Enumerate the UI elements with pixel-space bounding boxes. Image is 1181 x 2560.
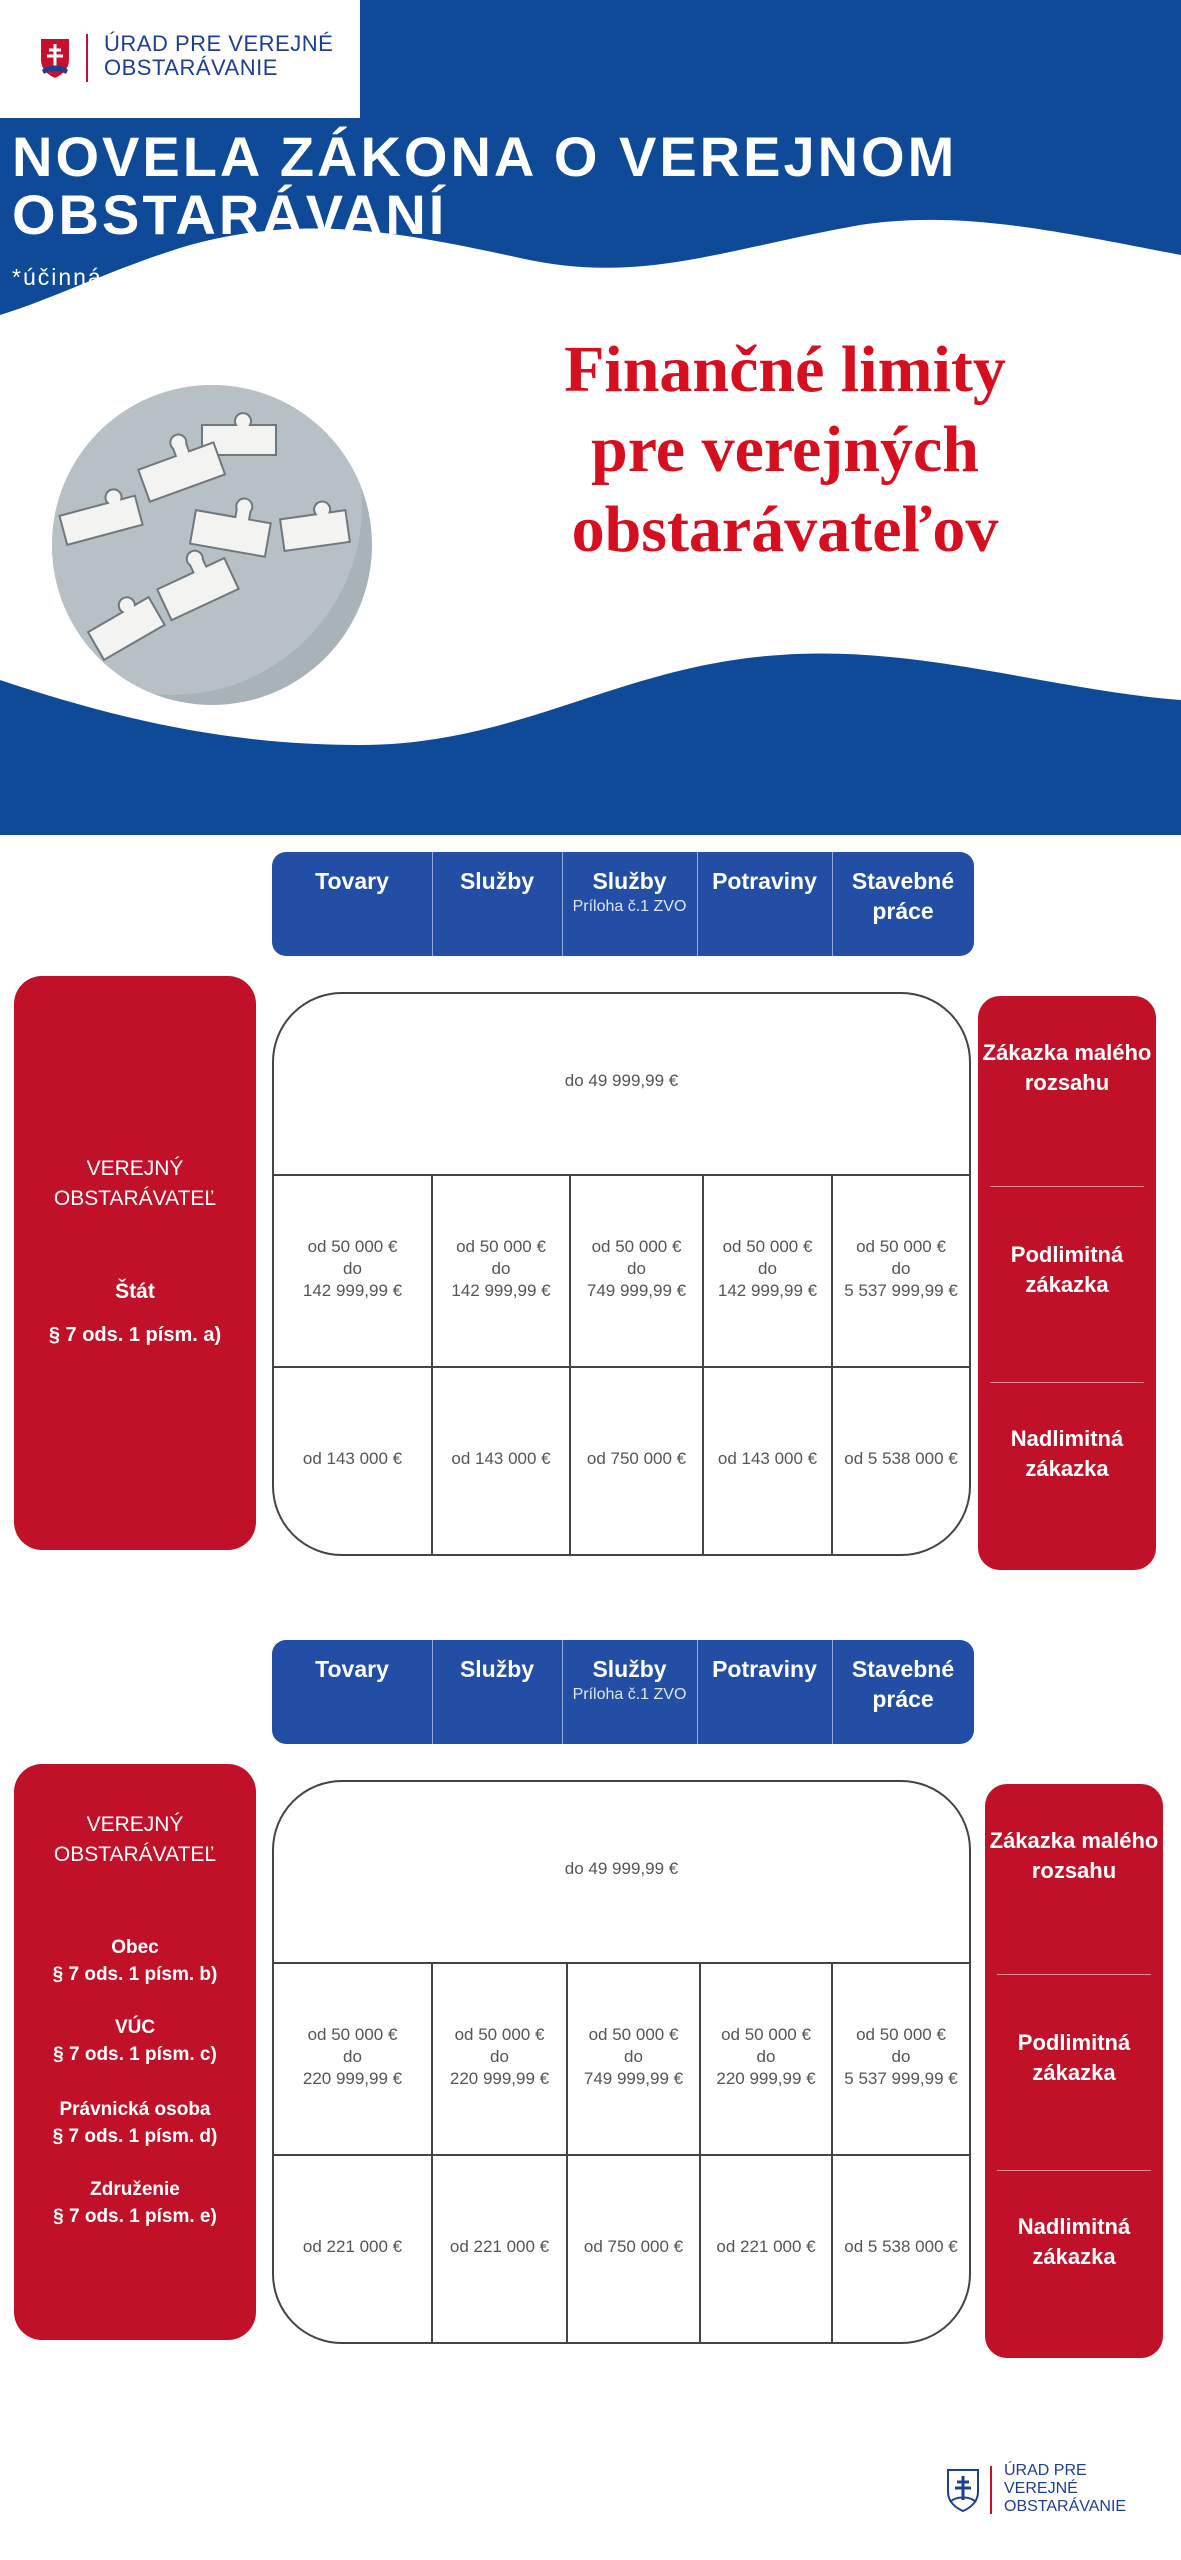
above-limit-cell: od 750 000 € bbox=[586, 1449, 687, 1468]
grid-col-divider bbox=[699, 1962, 701, 2342]
procurer-title: VEREJNÝ OBSTARÁVATEĽ bbox=[53, 1157, 217, 1210]
above-limit-cell: od 5 538 000 € bbox=[844, 1449, 958, 1468]
entity-obec bbox=[14, 1934, 256, 1988]
entity-name-stat: Štát bbox=[115, 1280, 155, 1303]
grid-col-divider bbox=[569, 1174, 571, 1554]
entity-ref-stat: § 7 ods. 1 písm. a) bbox=[48, 1324, 222, 1346]
column-header-tovary: Tovary bbox=[315, 868, 389, 894]
procurer-title: VEREJNÝ OBSTARÁVATEĽ bbox=[53, 1813, 217, 1866]
brand-name-line2: OBSTARÁVANIE bbox=[1004, 2498, 1127, 2515]
column-header-stavebne-prace: Stavebné práce bbox=[851, 868, 955, 924]
grid-row-divider bbox=[274, 1174, 969, 1176]
column-header-sluzby-priloha: Služby Príloha č.1 ZVO bbox=[572, 1656, 687, 1703]
category-below: Podlimitná zákazka bbox=[1017, 2030, 1131, 2085]
puzzle-pieces-image bbox=[52, 385, 372, 705]
grid-col-divider bbox=[431, 1962, 433, 2342]
hero-banner bbox=[0, 0, 1181, 835]
category-small: Zákazka malého rozsahu bbox=[982, 1040, 1152, 1095]
headline-line2: OBSTARÁVANÍ bbox=[12, 183, 448, 246]
above-limit-cell: od 221 000 € bbox=[449, 2237, 550, 2256]
subtitle-line1: Finančné limity bbox=[564, 333, 1006, 406]
below-limit-cell: od 50 000 € do 142 999,99 € bbox=[451, 1237, 551, 1300]
page-subtitle bbox=[505, 330, 1065, 570]
category-box-state bbox=[978, 996, 1156, 1570]
procurer-box-municipal bbox=[14, 1764, 256, 2340]
column-header-potraviny: Potraviny bbox=[712, 1656, 817, 1682]
entity-name: Právnická osoba bbox=[59, 2099, 211, 2120]
grid-col-divider bbox=[831, 1174, 833, 1554]
column-header-potraviny: Potraviny bbox=[712, 868, 817, 894]
below-limit-cell: od 50 000 € do 749 999,99 € bbox=[583, 2025, 684, 2088]
entity-name: VÚC bbox=[114, 2017, 156, 2038]
category-above: Nadlimitná zákazka bbox=[1017, 2214, 1131, 2269]
grid-col-divider bbox=[702, 1174, 704, 1554]
grid-col-divider bbox=[566, 1962, 568, 2342]
category-below: Podlimitná zákazka bbox=[1010, 1242, 1124, 1297]
column-header-bar bbox=[272, 852, 974, 956]
subtitle-line3: obstarávateľov bbox=[571, 493, 999, 566]
below-limit-cell: od 50 000 € do 5 537 999,99 € bbox=[844, 2025, 958, 2088]
headline-line1: NOVELA ZÁKONA O VEREJNOM bbox=[12, 125, 958, 188]
small-contract-limit: do 49 999,99 € bbox=[564, 1071, 679, 1090]
column-header-sluzby: Služby bbox=[459, 1656, 535, 1682]
grid-row-divider bbox=[274, 1962, 969, 1964]
below-limit-cell: od 50 000 € do 142 999,99 € bbox=[717, 1237, 818, 1300]
entity-ref: § 7 ods. 1 písm. e) bbox=[53, 2206, 217, 2227]
above-limit-cell: od 221 000 € bbox=[716, 2237, 816, 2256]
grid-col-divider bbox=[431, 1174, 433, 1554]
below-limit-cell: od 50 000 € do 220 999,99 € bbox=[716, 2025, 816, 2088]
entity-vuc bbox=[14, 2014, 256, 2068]
column-header-bar bbox=[272, 1640, 974, 1744]
procurer-box-state bbox=[14, 976, 256, 1550]
column-header-sluzby: Služby bbox=[459, 868, 535, 894]
brand-name-line1: ÚRAD PRE VEREJNÉ bbox=[104, 31, 334, 56]
footer-brand-logo[interactable] bbox=[944, 2462, 1164, 2534]
category-small: Zákazka malého rozsahu bbox=[989, 1828, 1159, 1883]
grid-col-divider bbox=[831, 1962, 833, 2342]
limits-grid-state bbox=[272, 992, 971, 1556]
category-box-municipal bbox=[985, 1784, 1163, 2358]
footer-brand-name bbox=[1004, 2462, 1164, 2516]
slovak-crest-icon bbox=[38, 36, 72, 80]
effective-date: *účinná od 01.08.2024 bbox=[12, 264, 285, 290]
category-divider bbox=[990, 1382, 1144, 1383]
grid-row-divider bbox=[274, 1366, 969, 1368]
below-limit-cell: od 50 000 € do 749 999,99 € bbox=[586, 1237, 687, 1300]
above-limit-cell: od 143 000 € bbox=[302, 1449, 403, 1468]
category-above: Nadlimitná zákazka bbox=[1010, 1426, 1124, 1481]
above-limit-cell: od 143 000 € bbox=[451, 1449, 551, 1468]
column-header-tovary: Tovary bbox=[315, 1656, 389, 1682]
above-limit-cell: od 143 000 € bbox=[717, 1449, 818, 1468]
category-divider bbox=[990, 1186, 1144, 1187]
below-limit-cell: od 50 000 € do 142 999,99 € bbox=[302, 1237, 403, 1300]
above-limit-cell: od 5 538 000 € bbox=[844, 2237, 958, 2256]
section-state bbox=[0, 852, 1181, 1572]
logo-divider bbox=[86, 34, 88, 82]
above-limit-cell: od 750 000 € bbox=[583, 2237, 684, 2256]
brand-name-line1: ÚRAD PRE VEREJNÉ bbox=[1004, 2462, 1087, 2497]
entity-zdruzenie bbox=[14, 2176, 256, 2230]
below-limit-cell: od 50 000 € do 220 999,99 € bbox=[449, 2025, 550, 2088]
logo-divider bbox=[990, 2466, 992, 2514]
brand-name-line2: OBSTARÁVANIE bbox=[104, 55, 278, 80]
entity-name: Združenie bbox=[90, 2179, 180, 2200]
entity-pravnicka-osoba bbox=[14, 2096, 256, 2150]
below-limit-cell: od 50 000 € do 5 537 999,99 € bbox=[844, 1237, 958, 1300]
above-limit-cell: od 221 000 € bbox=[302, 2237, 403, 2256]
small-contract-limit: do 49 999,99 € bbox=[564, 1859, 679, 1878]
below-limit-cell: od 50 000 € do 220 999,99 € bbox=[302, 2025, 403, 2088]
entity-ref: § 7 ods. 1 písm. d) bbox=[52, 2126, 218, 2147]
column-header-sluzby-priloha: Služby Príloha č.1 ZVO bbox=[572, 868, 687, 915]
entity-ref: § 7 ods. 1 písm. b) bbox=[52, 1964, 218, 1985]
page-headline bbox=[12, 125, 1112, 246]
limits-grid-municipal bbox=[272, 1780, 971, 2344]
slovak-crest-outline-icon bbox=[946, 2468, 980, 2512]
section-municipal bbox=[0, 1640, 1181, 2360]
subtitle-line2: pre verejných bbox=[591, 413, 979, 486]
brand-name bbox=[104, 32, 333, 80]
brand-logo[interactable] bbox=[0, 0, 360, 118]
category-divider bbox=[997, 2170, 1151, 2171]
grid-row-divider bbox=[274, 2154, 969, 2156]
column-header-stavebne-prace: Stavebné práce bbox=[851, 1656, 955, 1712]
entity-name: Obec bbox=[111, 1937, 159, 1958]
entity-ref: § 7 ods. 1 písm. c) bbox=[53, 2044, 217, 2065]
category-divider bbox=[997, 1974, 1151, 1975]
